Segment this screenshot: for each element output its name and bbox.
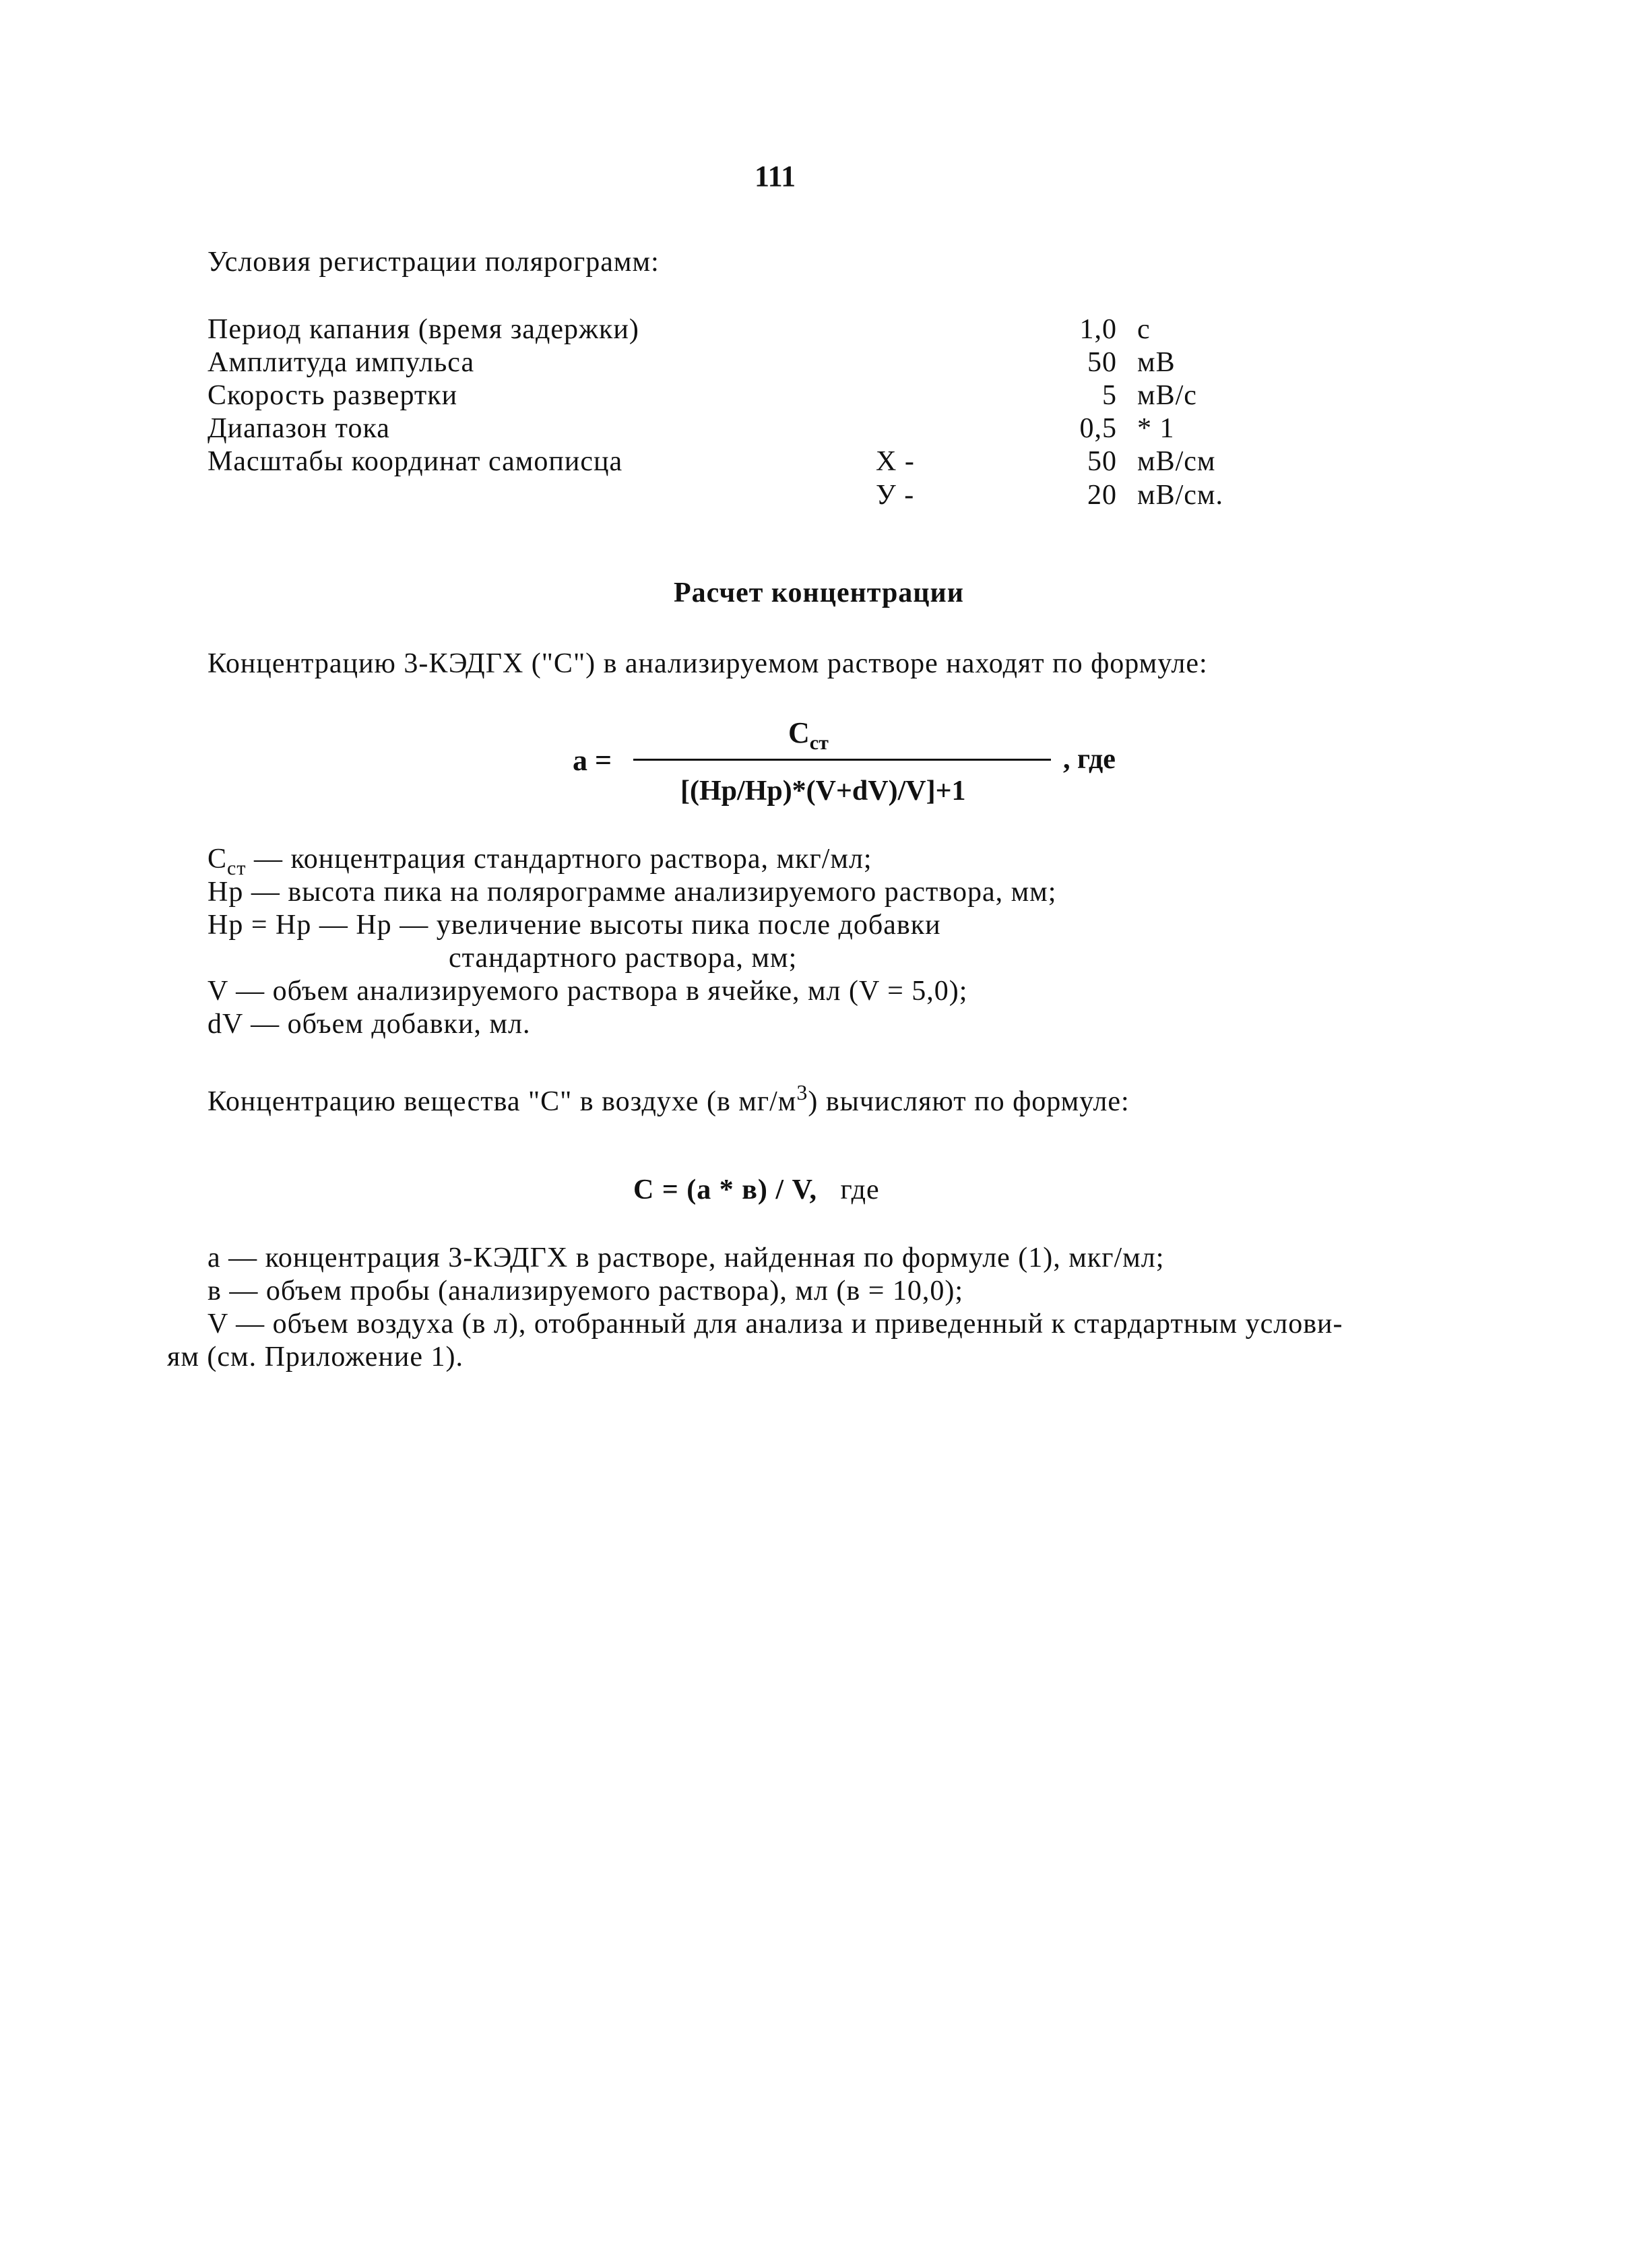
param-unit: мВ/с [1137,380,1197,411]
definition-symbol: dV [207,1009,243,1040]
formula-lhs: а = [573,744,612,777]
definition-symbol: Нр [207,877,244,908]
formula2-expression: С = (а * в) / V, [633,1174,818,1205]
calc-intro: Концентрацию 3-КЭДГХ ("С") в анализируемом растворе находят по формуле: [207,648,1208,679]
numerator-subscript: ст [809,732,829,754]
formula-tail: , где [1063,744,1116,775]
intro2-superscript: 3 [796,1080,808,1104]
intro2-after: ) вычисляют по формуле: [808,1086,1130,1117]
conditions-heading: Условия регистрации полярограмм: [207,247,660,278]
param-value: 1,0 [1079,314,1117,345]
definition-line [207,875,1056,909]
param-value: 5 [1102,380,1117,411]
param-unit: мВ [1137,347,1176,378]
param-unit: мВ/см [1137,446,1216,477]
param-unit: с [1137,314,1151,345]
formula-numerator [788,716,829,755]
param-label: Период капания (время задержки) [207,314,639,345]
param-label: Диапазон тока [207,413,390,444]
definition2-line: в — объем пробы (анализируемого раствора), мл (в = 10,0); [207,1275,964,1306]
param-axis: Х - [876,446,915,477]
fraction-bar [633,759,1051,761]
definition-text: — концентрация стандартного раствора, мкг/мл; [246,844,872,875]
definition-text: — объем добавки, мл. [243,1009,531,1040]
calc-intro-2 [207,1075,1130,1119]
param-row [207,445,1218,478]
definition-line [207,1007,530,1041]
definition-text: — высота пика на полярограмме анализируемого раствора, мм; [243,877,1057,908]
param-row [207,313,1218,346]
definition-line [449,941,797,975]
formula2-tail: где [840,1174,880,1205]
definition-text: — объем анализируемого раствора в ячейке, мл (V = 5,0); [228,976,968,1007]
definition-text: стандартного раствора, мм; [449,943,798,974]
definition-symbol: С [207,844,228,875]
definition-text: — увеличение высоты пика после добавки [391,910,941,941]
param-unit: * 1 [1137,413,1175,444]
formula-2 [633,1174,880,1206]
formula-denominator: [(Нр/Нр)*(V+dV)/V]+1 [680,776,966,807]
param-value: 0,5 [1079,413,1117,444]
intro2-before: Концентрацию вещества "С" в воздухе (в мг/м [207,1086,797,1117]
definition2-line: ям (см. Приложение 1). [167,1342,464,1373]
param-row [207,478,1223,512]
definition-line [207,908,941,942]
definition2-line: V — объем воздуха (в л), отобранный для анализа и приведенный к стардартным услови- [207,1309,1343,1340]
param-unit: мВ/см. [1137,480,1223,511]
param-value: 50 [1087,446,1117,477]
numerator-symbol: С [788,716,810,749]
definition2-line: а — концентрация 3-КЭДГХ в растворе, найденная по формуле (1), мкг/мл; [207,1242,1165,1273]
param-value: 20 [1087,480,1117,511]
param-row [207,379,1218,412]
param-row [207,346,1218,379]
definition-subscript: ст [227,857,247,879]
param-label: Скорость развертки [207,380,458,411]
param-label: Амплитуда импульса [207,347,475,378]
param-axis: У - [876,480,915,511]
param-label: Масштабы координат самописца [207,446,623,477]
param-row [207,412,1218,445]
definition-symbol: Нр = Нр — Нр [207,910,392,941]
section-title: Расчет концентрации [674,577,964,608]
page-number: 111 [755,160,796,193]
definition-line [207,974,967,1008]
param-value: 50 [1087,347,1117,378]
definition-symbol: V [207,976,228,1007]
